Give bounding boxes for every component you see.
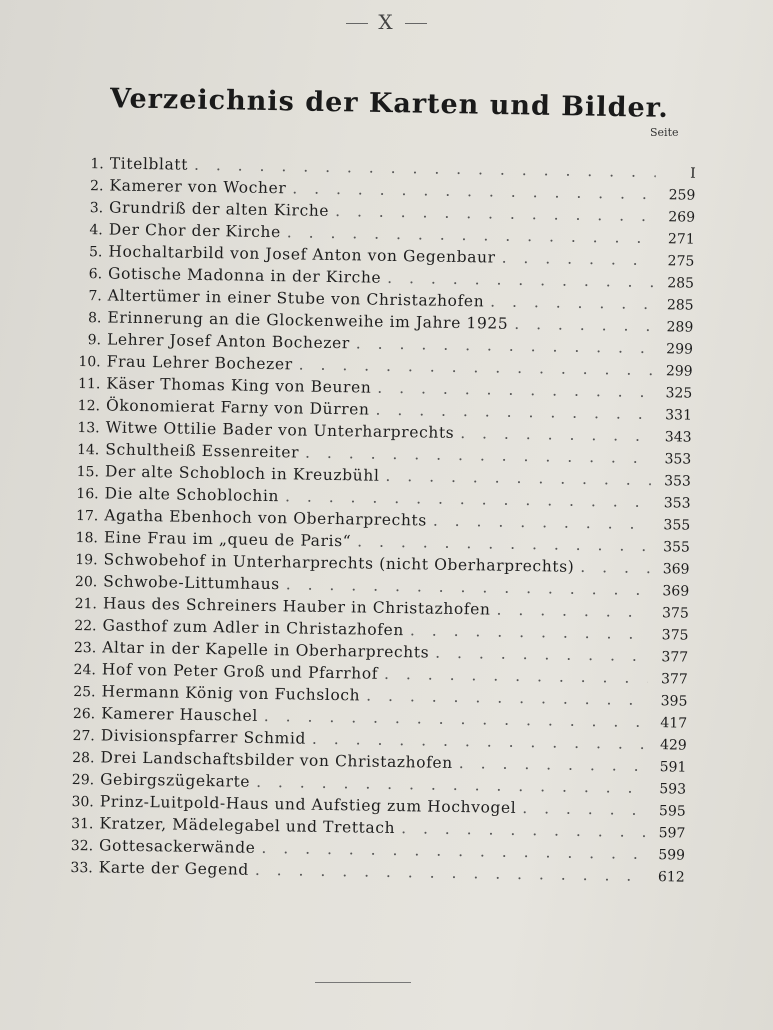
- toc-entry-number: 14.: [76, 441, 100, 459]
- toc-entry-page: 343: [664, 429, 692, 446]
- toc-entry-number: 18.: [75, 529, 99, 547]
- toc-entry-page: I: [690, 165, 696, 182]
- toc-entry-page: 612: [657, 869, 685, 886]
- toc-entry-label: Schwobe-Littumhaus: [103, 572, 280, 594]
- toc-entry-number: 28.: [72, 749, 95, 767]
- toc-entry-page: 331: [665, 407, 693, 424]
- toc-entry-page: 369: [662, 583, 690, 600]
- toc-entry-page: 375: [661, 605, 689, 622]
- toc-entry-label: Gebirgszügekarte: [100, 770, 251, 791]
- toc-entry-number: 30.: [71, 793, 94, 811]
- toc-entry-number: 20.: [74, 573, 98, 591]
- toc-entry-page: 299: [665, 363, 693, 380]
- toc-entry-page: 271: [667, 231, 695, 248]
- toc-entry-label: Hof von Peter Groß und Pfarrhof: [101, 660, 379, 683]
- toc-entry-number: 11.: [77, 375, 101, 393]
- toc-entry-label: Prinz-Luitpold-Haus und Aufstieg zum Hochvogel: [99, 792, 517, 817]
- table-of-contents: [69, 152, 696, 888]
- toc-entry-number: 3.: [89, 200, 104, 217]
- toc-entry-page: 369: [662, 561, 690, 578]
- toc-entry-number: 23.: [73, 639, 97, 657]
- seite-column-label: Seite: [650, 126, 679, 139]
- toc-entry-page: 259: [668, 187, 696, 204]
- toc-entry-label: Die alte Schoblochin: [104, 484, 280, 506]
- toc-entry-page: 355: [663, 539, 690, 556]
- toc-entry-page: 593: [659, 781, 687, 798]
- toc-entry-number: 7.: [88, 288, 102, 305]
- toc-entry-page: 429: [659, 737, 687, 754]
- toc-entry-label: Kratzer, Mädelegabel und Trettach: [99, 814, 396, 838]
- bottom-divider: [315, 982, 411, 983]
- toc-entry-label: Gotische Madonna in der Kirche: [107, 264, 382, 287]
- toc-entry-label: Hochaltarbild von Josef Anton von Gegenbaur: [108, 242, 496, 267]
- toc-entry-number: 24.: [73, 661, 96, 679]
- toc-entry-number: 15.: [76, 463, 100, 481]
- toc-entry-label: Erinnerung an die Glockenweihe im Jahre 1925: [107, 308, 509, 333]
- toc-entry-label: Der Chor der Kirche: [108, 220, 281, 242]
- toc-entry-number: 33.: [70, 859, 93, 877]
- toc-entry-label: Gottesackerwände: [98, 836, 256, 857]
- toc-entry-page: 325: [665, 385, 693, 402]
- toc-entry-label: Agatha Ebenhoch von Oberharprechts: [104, 506, 428, 530]
- toc-entry-label: Käser Thomas King von Beuren: [106, 374, 372, 397]
- toc-entry-number: 21.: [74, 595, 98, 613]
- toc-entry-number: 9.: [87, 332, 102, 349]
- toc-entry-leader-dots: [501, 247, 654, 271]
- toc-entry-number: 4.: [89, 222, 103, 239]
- page-number-text: X: [378, 10, 395, 34]
- toc-entry-label: Karte der Gegend: [98, 858, 250, 879]
- toc-entry-number: 27.: [72, 727, 95, 745]
- toc-entry-page: 417: [660, 715, 688, 732]
- toc-entry-page: 285: [667, 275, 695, 292]
- toc-entry-page: 377: [661, 649, 689, 666]
- toc-entry-label: Grundriß der alten Kirche: [108, 198, 330, 220]
- toc-entry-leader-dots: [490, 290, 654, 315]
- toc-entry-number: 12.: [77, 397, 101, 415]
- toc-entry-number: 32.: [70, 837, 94, 855]
- toc-entry-page: 353: [664, 473, 692, 490]
- page-number-dash-right: [405, 23, 427, 24]
- toc-entry-page: 377: [660, 671, 688, 688]
- toc-entry-page: 595: [658, 803, 686, 820]
- toc-entry-leader-dots: [580, 556, 649, 579]
- toc-entry-number: 22.: [74, 617, 97, 635]
- toc-entry-number: 13.: [77, 419, 100, 437]
- toc-entry-leader-dots: [459, 752, 647, 777]
- toc-entry-page: 597: [658, 825, 686, 842]
- toc-entry-page: 375: [661, 627, 689, 644]
- toc-entry-label: Lehrer Josef Anton Bochezer: [106, 330, 351, 353]
- toc-entry-number: 19.: [75, 551, 98, 569]
- toc-entry-label: Divisionspfarrer Schmid: [100, 726, 307, 748]
- toc-entry-label: Der alte Schobloch in Kreuzbühl: [104, 462, 380, 485]
- toc-entry-leader-dots: [496, 599, 649, 623]
- page-number: [0, 10, 773, 34]
- toc-entry-number: 10.: [78, 354, 101, 371]
- toc-entry-page: 355: [663, 517, 691, 534]
- toc-entry-leader-dots: [255, 859, 645, 887]
- toc-entry-label: Altertümer in einer Stube von Christazhofen: [107, 286, 485, 311]
- toc-entry-label: Titelblatt: [109, 154, 189, 174]
- toc-entry-number: 8.: [87, 310, 102, 327]
- toc-entry-page: 289: [666, 319, 694, 336]
- toc-entry-page: 353: [664, 451, 692, 468]
- toc-entry-label: Gasthof zum Adler in Christazhofen: [102, 616, 405, 640]
- toc-entry-number: 26.: [72, 705, 96, 723]
- toc-entry-page: 395: [660, 693, 688, 710]
- toc-entry-page: 591: [659, 759, 687, 776]
- toc-entry-label: Frau Lehrer Bochezer: [106, 352, 293, 374]
- toc-entry-label: Altar in der Kapelle in Oberharprechts: [102, 638, 430, 662]
- toc-entry-label: Kamerer Hauschel: [101, 704, 259, 725]
- toc-entry-label: Haus des Schreiners Hauber in Christazhofen: [102, 594, 491, 619]
- toc-entry-leader-dots: [522, 797, 646, 821]
- toc-entry-label: Witwe Ottilie Bader von Unterharprechts: [105, 418, 455, 442]
- toc-entry-leader-dots: [514, 313, 653, 337]
- toc-entry-label: Eine Frau im „queu de Paris“: [103, 528, 352, 551]
- toc-entry-label: Schultheiß Essenreiter: [105, 440, 300, 462]
- toc-entry-page: 285: [666, 297, 694, 314]
- page-number-dash-left: [346, 23, 368, 24]
- toc-entry-label: Schwobehof in Unterharprechts (nicht Oberharprechts): [103, 550, 575, 576]
- toc-entry-number: 25.: [73, 683, 96, 701]
- toc-entry-label: Drei Landschaftsbilder von Christazhofen: [100, 748, 453, 772]
- toc-entry-page: 275: [667, 253, 695, 270]
- toc-entry-number: 1.: [90, 156, 104, 173]
- toc-entry-page: 353: [663, 495, 691, 512]
- toc-entry-leader-dots: [460, 422, 652, 447]
- toc-entry-number: 31.: [71, 815, 94, 833]
- toc-entry-page: 599: [658, 847, 686, 864]
- toc-entry-page: 299: [666, 341, 694, 358]
- toc-entry-label: Ökonomierat Farny von Dürren: [105, 396, 370, 419]
- toc-entry-page: 269: [668, 209, 696, 226]
- toc-entry-label: Hermann König von Fuchsloch: [101, 682, 361, 705]
- toc-entry-number: 6.: [88, 266, 103, 283]
- toc-entry-label: Kamerer von Wocher: [109, 176, 287, 198]
- toc-entry-number: 16.: [76, 485, 99, 503]
- toc-entry-number: 2.: [89, 178, 104, 195]
- toc-entry-number: 17.: [75, 507, 99, 525]
- page-title: Verzeichnis der Karten und Bilder.: [109, 83, 670, 124]
- toc-entry-number: 29.: [71, 771, 95, 789]
- toc-entry-number: 5.: [88, 244, 103, 261]
